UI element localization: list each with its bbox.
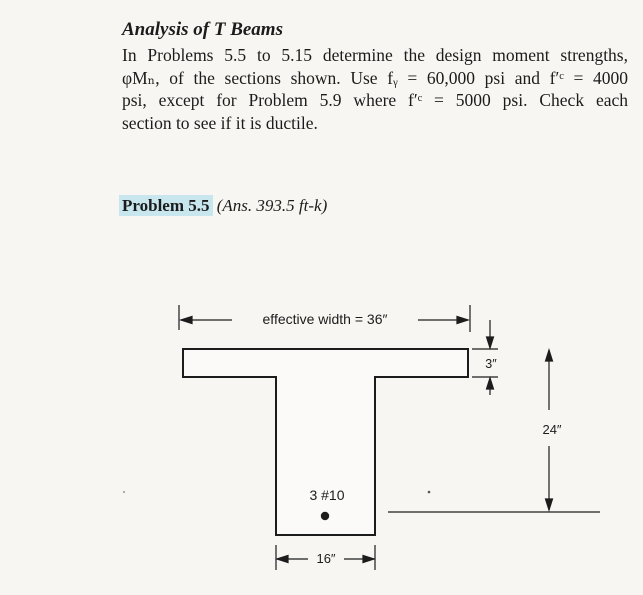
problem-label: Problem 5.5 bbox=[119, 195, 213, 216]
arrow-up-icon bbox=[546, 350, 553, 361]
effective-width-label: effective width = 36″ bbox=[262, 311, 388, 327]
t-beam-section-outline bbox=[183, 349, 468, 535]
arrow-right-icon bbox=[363, 556, 374, 563]
scan-speck bbox=[123, 491, 125, 493]
arrow-left-icon bbox=[181, 317, 192, 324]
rebar-dot bbox=[321, 512, 329, 520]
intro-line-4: section to see if it is ductile. bbox=[122, 112, 318, 133]
arrow-right-icon bbox=[457, 317, 468, 324]
intro-line-2: φMₙ, of the sections shown. Use fᵧ = 60,000 psi and f′ᶜ = 4000 bbox=[122, 67, 628, 88]
scan-speck bbox=[428, 491, 431, 494]
reinforcement-label: 3 #10 bbox=[309, 487, 345, 503]
problem-answer: (Ans. 393.5 ft-k) bbox=[216, 196, 328, 215]
arrow-down-icon bbox=[487, 337, 494, 348]
intro-line-1: In Problems 5.5 to 5.15 determine the design moment strengths, bbox=[122, 45, 628, 65]
arrow-left-icon bbox=[277, 556, 288, 563]
intro-line-3: psi, except for Problem 5.9 where f′ᶜ = 5000 psi. Check each bbox=[122, 90, 628, 110]
arrow-up-icon bbox=[487, 378, 494, 389]
web-width-label: 16″ bbox=[316, 551, 336, 566]
total-depth-label: 24″ bbox=[542, 422, 562, 437]
flange-thickness-label: 3″ bbox=[485, 357, 497, 371]
arrow-down-icon bbox=[546, 499, 553, 510]
section-title: Analysis of T Beams bbox=[122, 19, 283, 40]
